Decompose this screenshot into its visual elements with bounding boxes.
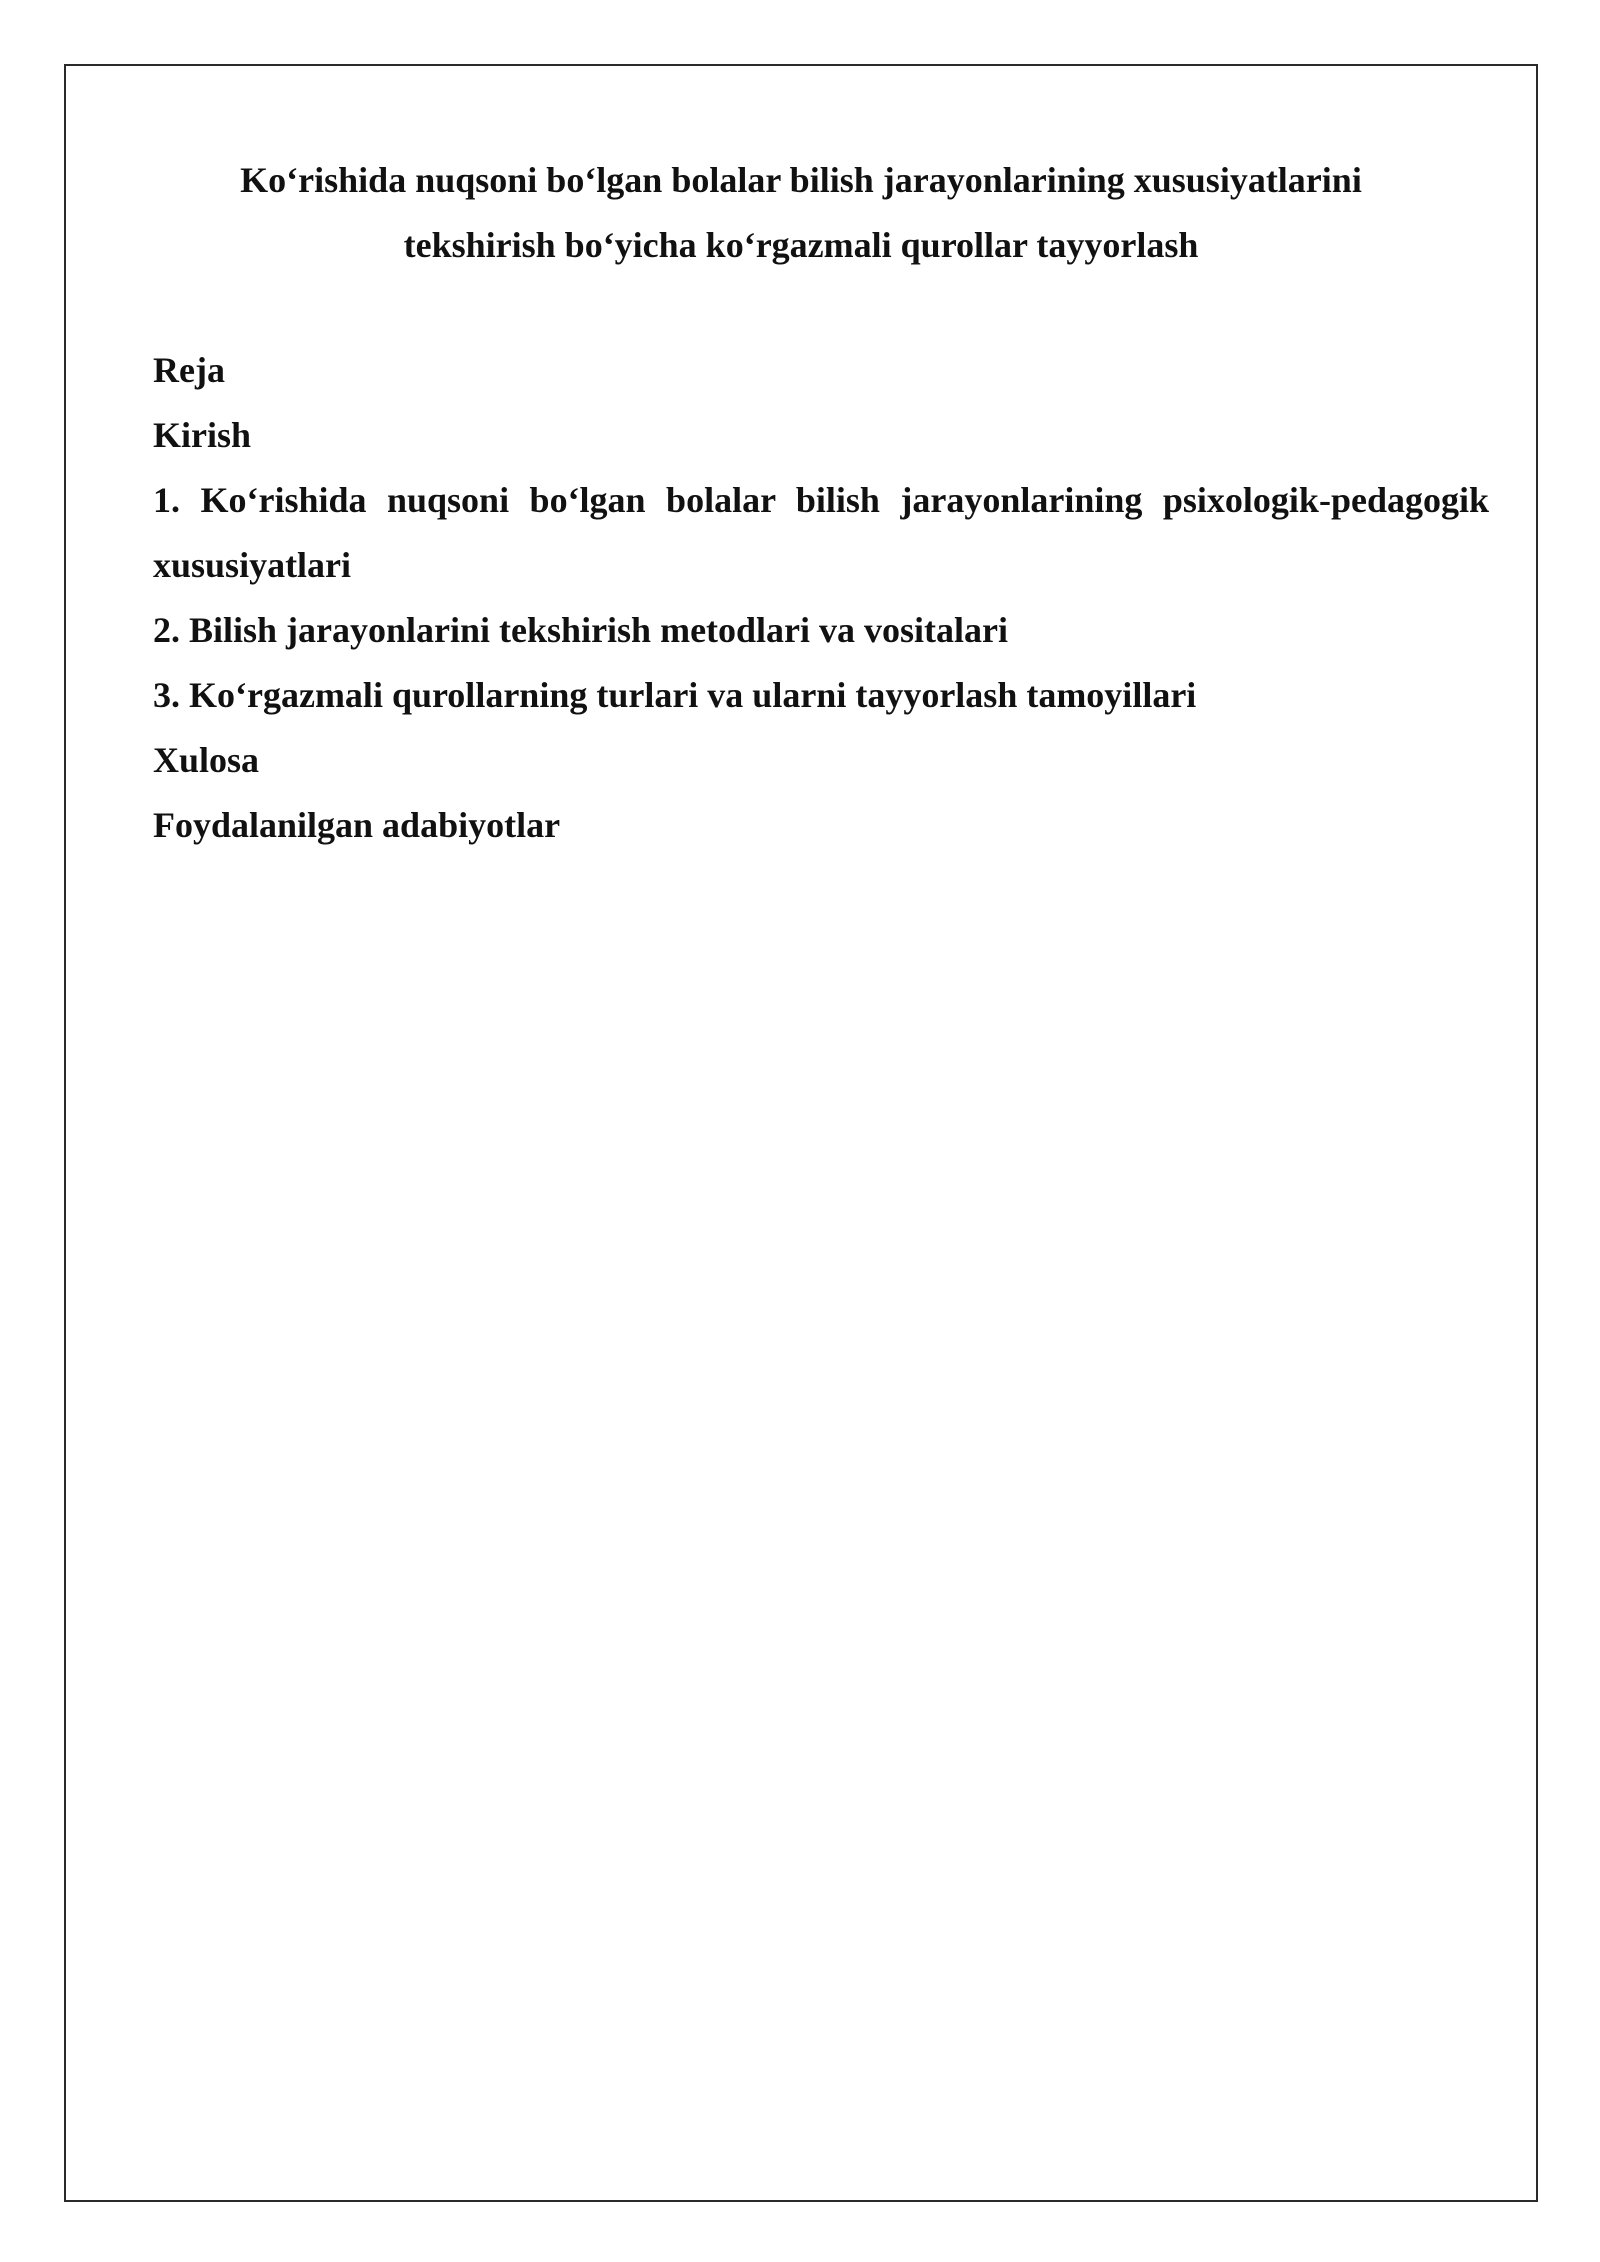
- plan-item-references: Foydalanilgan adabiyotlar: [153, 805, 561, 845]
- plan-item-3: 3. Ko‘rgazmali qurollarning turlari va ularni tayyorlash tamoyillari: [153, 675, 1197, 715]
- plan-heading: Reja: [153, 350, 225, 390]
- plan-list: [153, 338, 1489, 858]
- plan-item-conclusion: Xulosa: [153, 740, 260, 780]
- plan-item-1: 1. Ko‘rishida nuqsoni bo‘lgan bolalar bilish jarayonlarining psixologik-pedagogik xususiyatlari: [153, 480, 1489, 585]
- title-line-2: tekshirish bo‘yicha ko‘rgazmali qurollar tayyorlash: [403, 225, 1199, 265]
- document-title: [64, 148, 1538, 278]
- title-line-1: Ko‘rishida nuqsoni bo‘lgan bolalar bilish jarayonlarining xususiyatlarini: [240, 160, 1362, 200]
- plan-item-2: 2. Bilish jarayonlarini tekshirish metodlari va vositalari: [153, 610, 1009, 650]
- plan-item-intro: Kirish: [153, 415, 252, 455]
